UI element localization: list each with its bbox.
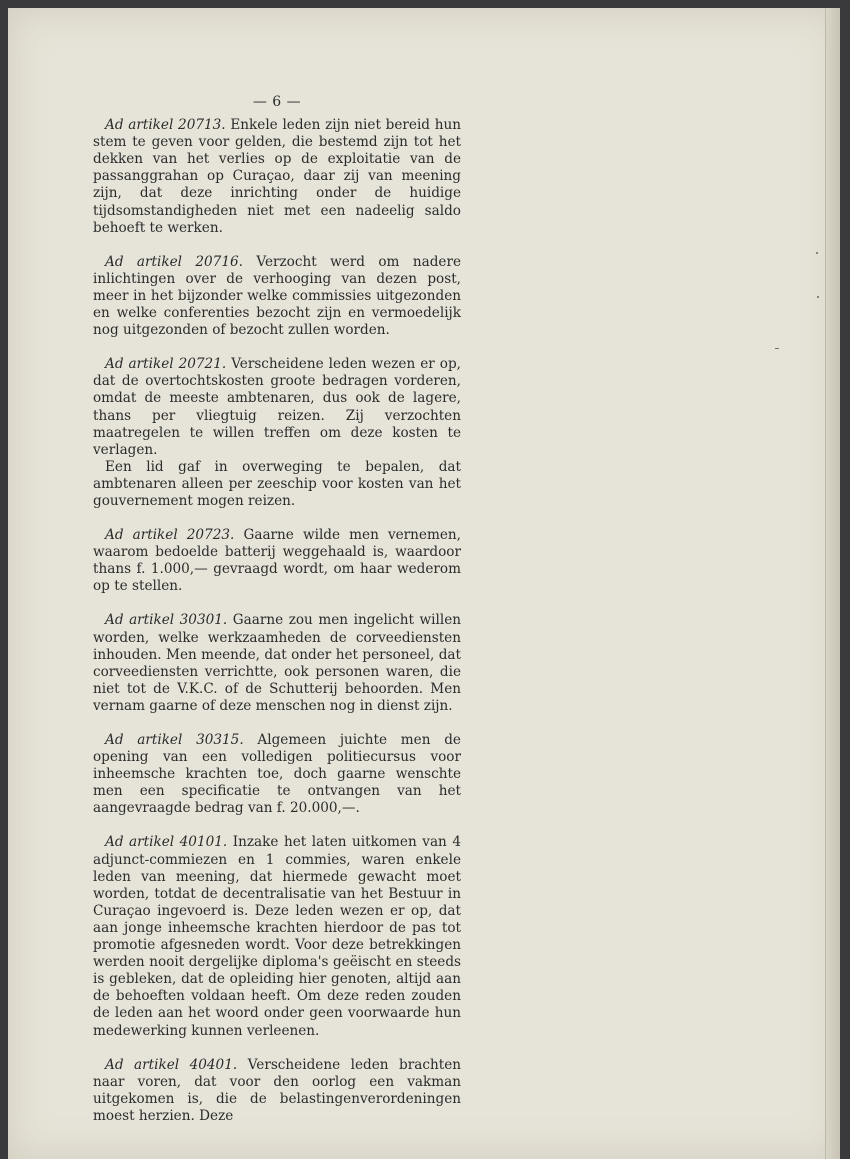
section-20723 xyxy=(93,527,461,595)
paragraph xyxy=(93,254,461,339)
article-heading: Ad artikel 40101. xyxy=(105,834,228,851)
section-20721 xyxy=(93,356,461,510)
document-page xyxy=(8,8,840,1159)
article-heading: Ad artikel 20721. xyxy=(105,356,227,373)
paragraph xyxy=(93,612,461,715)
paragraph xyxy=(93,834,461,1039)
paragraph xyxy=(93,459,461,510)
paragraph xyxy=(93,356,461,459)
paragraph xyxy=(93,732,461,817)
article-heading: Ad artikel 20723. xyxy=(105,527,235,544)
article-heading: Ad artikel 20716. xyxy=(105,253,243,270)
paragraph-text: Verzocht werd om nadere inlichtingen over de verhooging van dezen post, meer in het bijzonder welke commissies uitgezonden en welke conferenties bezocht zijn en vermoedelijk nog uitgezonden of bezocht zullen worden. xyxy=(93,253,461,339)
paragraph-text: Verscheidene leden wezen er op, dat de overtochtskosten groote bedragen vorderen, omdat de meeste ambtenaren, dus ook de lagere, thans per vliegtuig reizen. Zij verzochten maatregelen te willen treffen om deze kosten te verlagen. xyxy=(93,356,461,458)
document-body xyxy=(93,94,461,1125)
article-heading: Ad artikel 30301. xyxy=(105,612,228,629)
paragraph xyxy=(93,117,461,237)
paragraph-text: Gaarne zou men ingelicht willen worden, welke werkzaamheden de corveediensten inhouden. Men meende, dat onder het personeel, dat corveediensten verrichtte, ook personen waren, die niet tot de V.K.C. of de Schutterij behoorden. Men vernam gaarne of deze menschen nog in dienst zijn. xyxy=(93,612,462,714)
paragraph xyxy=(93,527,461,595)
paragraph-text: Enkele leden zijn niet bereid hun stem te geven voor gelden, die bestemd zijn tot het dekken van het verlies op de exploitatie van de passanggrahan op Curaçao, daar zij van meening zijn, dat deze inrichting onder de huidige tijdsomstandigheden niet met een nadeelig saldo behoeft te werken. xyxy=(93,117,461,236)
page-number: — 6 — xyxy=(252,94,302,110)
section-30301 xyxy=(93,612,461,715)
section-30315 xyxy=(93,732,461,817)
section-20713 xyxy=(93,117,461,237)
paragraph-text: Verscheidene leden brachten naar voren, dat voor den oorlog een vakman uitgekomen is, die de belastingenverordeningen moest herzien. Deze xyxy=(93,1056,461,1124)
article-heading: Ad artikel 20713. xyxy=(105,117,226,134)
section-40401 xyxy=(93,1057,461,1125)
paragraph-text: Gaarne wilde men vernemen, waarom bedoelde batterij weggehaald is, waardoor thans f. 1.000,— gevraagd wordt, om haar wederom op te stellen. xyxy=(93,527,461,595)
paragraph-text: Een lid gaf in overweging te bepalen, dat ambtenaren alleen per zeeschip voor kosten van het gouvernement mogen reizen. xyxy=(93,458,461,509)
paper-speck xyxy=(816,252,818,254)
paragraph-text: Inzake het laten uitkomen van 4 adjunct-commiezen en 1 commies, waren enkele leden van meening, dat hiermede gewacht moet worden, totdat de decentralisatie van het Bestuur in Curaçao ingevoerd is. Deze leden wezen er op, dat aan jonge inheemsche krachten hierdoor de pas tot promotie afgesneden wordt. Voor deze betrekkingen werden nooit dergelijke diploma's geëischt en steeds is gebleken, dat de opleiding hier genoten, altijd aan de behoeften voldaan heeft. Om deze reden zouden de leden aan het woord onder geen voorwaarde hun medewerking kunnen verleenen. xyxy=(93,834,461,1039)
article-heading: Ad artikel 40401. xyxy=(105,1056,238,1073)
paragraph xyxy=(93,1057,461,1125)
paragraph-text: Algemeen juichte men de opening van een volledigen politiecursus voor inheemsche krachten toe, doch gaarne wenschte men een specificatie te ontvangen van het aangevraagde bedrag van f. 20.000,—. xyxy=(93,732,461,817)
section-40101 xyxy=(93,834,461,1039)
article-heading: Ad artikel 30315. xyxy=(105,732,244,748)
paper-speck xyxy=(775,348,779,349)
section-20716 xyxy=(93,254,461,339)
paper-speck xyxy=(817,296,819,298)
page-edge xyxy=(825,8,840,1159)
